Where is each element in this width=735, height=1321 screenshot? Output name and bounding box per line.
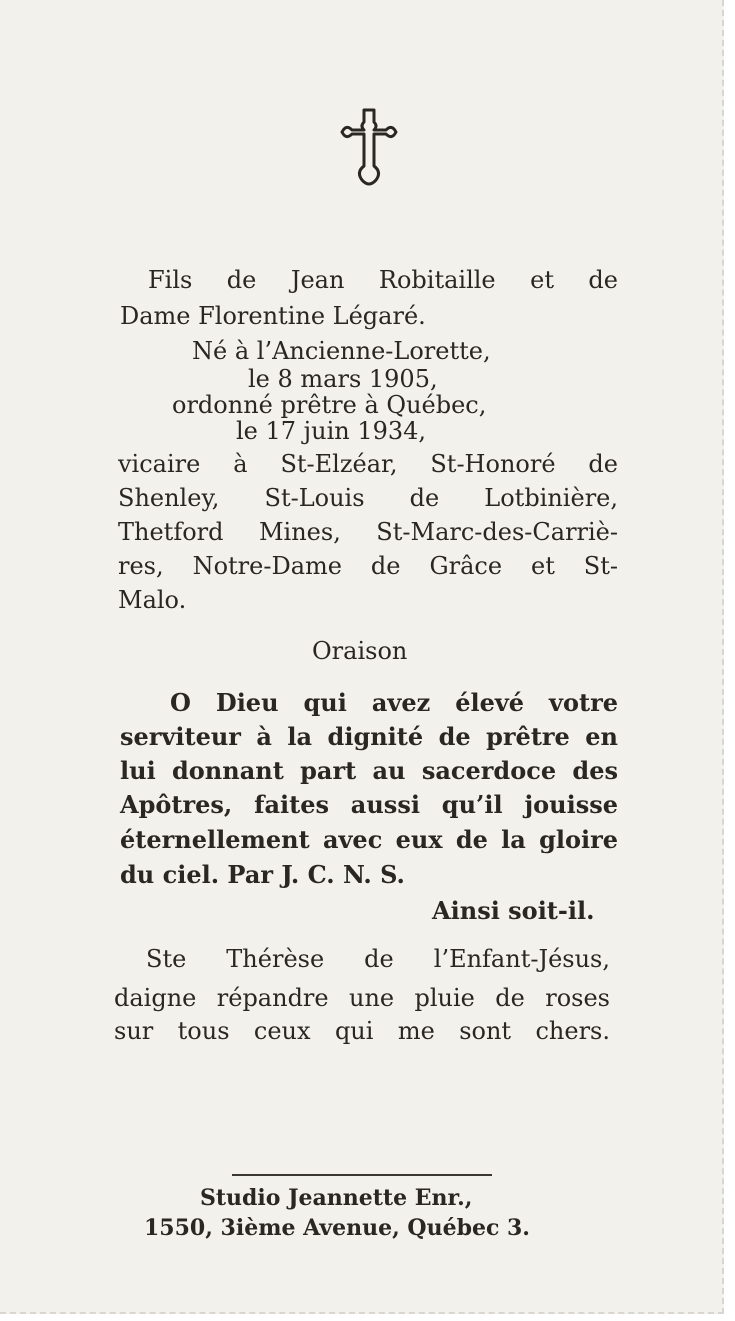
bio-line-7: vicaire à St-Elzéar, St-Honoré de [118,450,618,478]
bio-line-4: le 8 mars 1905, [248,365,438,393]
bio-line-1: Fils de Jean Robitaille et de [148,266,618,294]
bio-line-2: Dame Florentine Légaré. [120,302,426,330]
prayer-line-4: Apôtres, faites aussi qu’il jouisse [120,790,618,819]
bio-line-6: le 17 juin 1934, [236,417,427,445]
printer-address: 1550, 3ième Avenue, Québec 3. [144,1215,530,1241]
prayer-line-1: O Dieu qui avez élevé votre [170,688,618,717]
prayer-closing: Ainsi soit-il. [432,896,595,925]
invocation-line-3: sur tous ceux qui me sont chers. [114,1017,610,1045]
divider [232,1174,492,1176]
prayer-line-6: du ciel. Par J. C. N. S. [120,860,405,889]
invocation-line-2: daigne répandre une pluie de roses [114,984,610,1012]
bio-line-10: res, Notre-Dame de Grâce et St- [118,552,618,580]
cross-icon [338,106,400,188]
prayer-line-3: lui donnant part au sacerdoce des [120,756,618,785]
invocation-line-1: Ste Thérèse de l’Enfant-Jésus, [146,945,610,973]
bio-line-5: ordonné prêtre à Québec, [172,391,487,419]
bio-line-9: Thetford Mines, St-Marc-des-Carriè- [118,518,618,546]
prayer-line-2: serviteur à la dignité de prêtre en [120,722,618,751]
bio-line-11: Malo. [118,586,187,614]
prayer-heading: Oraison [312,637,408,665]
bio-line-8: Shenley, St-Louis de Lotbinière, [118,484,618,512]
bio-line-3: Né à l’Ancienne-Lorette, [192,337,491,365]
printer-name: Studio Jeannette Enr., [200,1185,473,1211]
prayer-line-5: éternellement avec eux de la gloire [120,825,618,854]
